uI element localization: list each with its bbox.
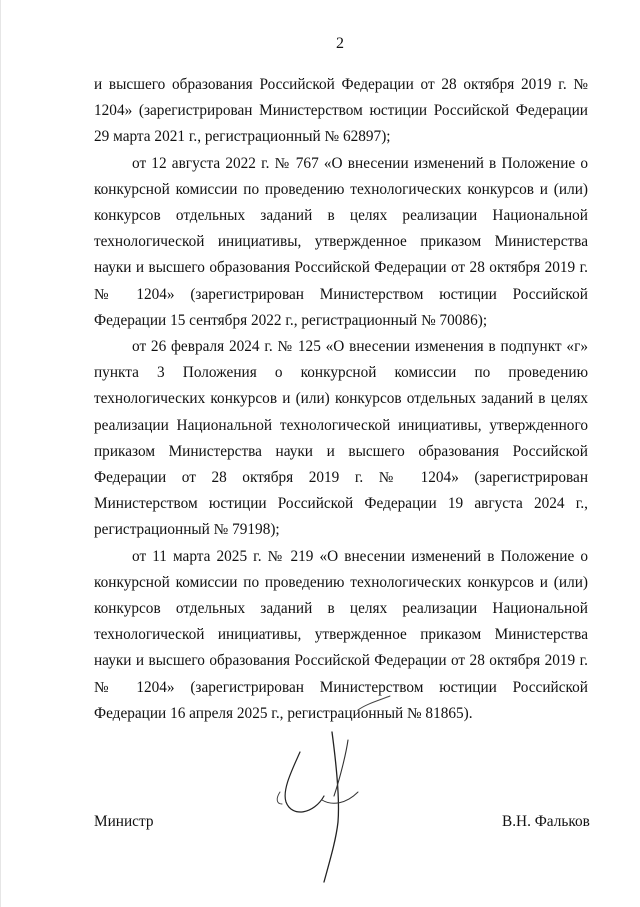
paragraph-order-2022: от 12 августа 2022 г. № 767 «О внесении изменений в Положение о конкурсной комиссии по проведению технологических конкурсов и (или) конкурсов отдельных заданий в целях реализации Национальной технологической инициативы, утвержденное приказом Министерства науки и высшего образования Российской Федерации от 28 октября 2019 г. № 1204» (зарегистрирован Министерством юстиции Российской Федерации 15 сентября 2022 г., регистрационный № 70086); (94, 154, 588, 329)
signatory-title: Министр (94, 813, 154, 830)
signatory-name: В.Н. Фальков (502, 813, 590, 830)
paragraph-order-2025: от 11 марта 2025 г. № 219 «О внесении изменений в Положение о конкурсной комиссии по проведению технологических конкурсов и (или) конкурсов отдельных заданий в целях реализации Национальной технологической инициативы, утвержденное приказом Министерства науки и высшего образования Российской Федерации от 28 октября 2019 г. № 1204» (зарегистрирован Министерством юстиции Российской Федерации 16 апреля 2025 г., регистрационный № 81865). (94, 547, 588, 722)
page-number: 2 (336, 35, 344, 52)
scan-edge (0, 0, 1, 907)
paragraph-order-2024: от 26 февраля 2024 г. № 125 «О внесении изменения в подпункт «г» пункта 3 Положения о конкурсной комиссии по проведению технологических конкурсов и (или) конкурсов отдельных заданий в целях реализации Национальной технологической инициативы, утвержденного приказом Министерства науки и высшего образования Российской Федерации от 28 октября 2019 г. № 1204» (зарегистрирован Министерством юстиции Российской Федерации 19 августа 2024 г., регистрационный № 79198); (94, 338, 588, 539)
paragraph-registration-2021: и высшего образования Российской Федерации от 28 октября 2019 г. № 1204» (зарегистрирован Министерством юстиции Российской Федерации 29 марта 2021 г., регистрационный № 62897); (94, 76, 588, 146)
document-body (94, 72, 588, 727)
handwritten-signature (262, 692, 422, 892)
